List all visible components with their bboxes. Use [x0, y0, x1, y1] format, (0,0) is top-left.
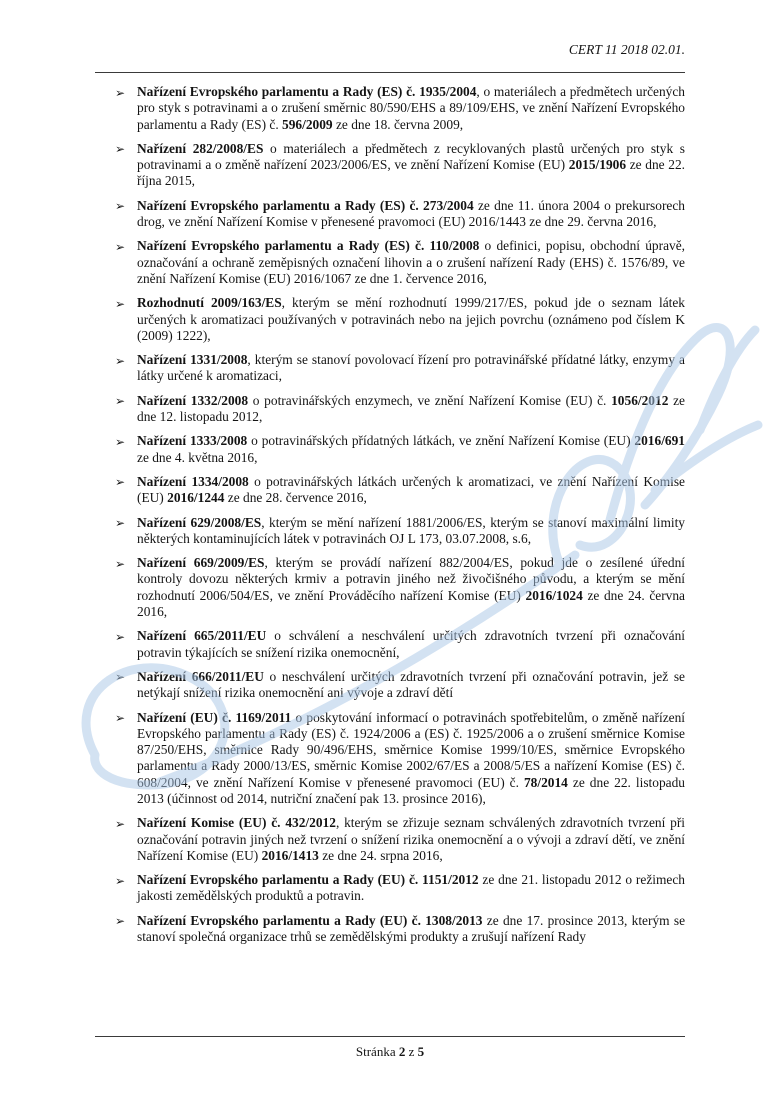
arrow-bullet-icon: ➢ — [115, 629, 126, 644]
arrow-bullet-icon: ➢ — [115, 816, 126, 831]
list-item — [95, 474, 685, 507]
list-item-text: Nařízení 665/2011/EU o schválení a neschválení určitých zdravotních tvrzení při označování potravin týkajících se snížení rizika onemocnění, — [137, 628, 685, 660]
arrow-bullet-icon: ➢ — [115, 296, 126, 311]
list-item — [95, 555, 685, 620]
footer-current-page: 2 — [398, 1044, 406, 1059]
arrow-bullet-icon: ➢ — [115, 873, 126, 888]
arrow-bullet-icon: ➢ — [115, 670, 126, 685]
arrow-bullet-icon: ➢ — [115, 239, 126, 254]
footer-total-pages: 5 — [417, 1044, 425, 1059]
document-content — [95, 42, 685, 945]
arrow-bullet-icon: ➢ — [115, 394, 126, 409]
list-item-text: Nařízení (EU) č. 1169/2011 o poskytování informací o potravinách spotřebitelům, o změně nařízení Evropského parlamentu a Rady (ES) č. 1924/2006 a (ES) č. 1925/2006 a o zrušení směrnice Komise 87/250/EHS, směrnice Rady 90/496/EHS, směrnice Komise 1999/10/ES, směrnice Evropského parlamentu a Rady 2000/13/ES, směrnic Komise 2002/67/ES a 2008/5/ES a nařízení Komise (ES) č. 608/2004, ve znění Nařízení Komise v přenesené pravomoci (EU) č. 78/2014 ze dne 22. listopadu 2013 (účinnost od 2014, nutriční značení pak 13. prosince 2016), — [137, 709, 685, 806]
list-item — [95, 352, 685, 385]
document-header — [95, 42, 685, 58]
list-item-text: Nařízení 629/2008/ES, kterým se mění nařízení 1881/2006/ES, kterým se stanoví maximální limity některých kontaminujících látek v potravinách OJ L 173, 03.07.2008, s.6, — [137, 514, 685, 546]
arrow-bullet-icon: ➢ — [115, 199, 126, 214]
list-item-text: Nařízení 669/2009/ES, kterým se provádí nařízení 882/2004/ES, pokud jde o zesílené úřední kontroly dovozu některých krmiv a potravin jiného než živočišného původu, a kterým se mění rozhodnutí 2006/504/ES, ve znění Prováděcího nařízení Komise (EU) 2016/1024 ze dne 24. června 2016, — [137, 555, 685, 620]
arrow-bullet-icon: ➢ — [115, 142, 126, 157]
list-item — [95, 669, 685, 702]
list-item — [95, 198, 685, 231]
list-item — [95, 815, 685, 864]
footer-separator: z — [405, 1044, 418, 1059]
list-item — [95, 515, 685, 548]
arrow-bullet-icon: ➢ — [115, 914, 126, 929]
arrow-bullet-icon: ➢ — [115, 516, 126, 531]
list-item-text: Nařízení Evropského parlamentu a Rady (EU) č. 1308/2013 ze dne 17. prosince 2013, kterým se stanoví společná organizace trhů se zemědělskými produkty a zrušují nařízení Rady — [137, 912, 686, 945]
arrow-bullet-icon: ➢ — [115, 556, 126, 571]
header-divider — [95, 72, 685, 73]
list-item — [95, 913, 685, 946]
regulation-list — [95, 84, 685, 945]
arrow-bullet-icon: ➢ — [115, 85, 126, 100]
list-item — [95, 710, 685, 808]
list-item-text: Nařízení 282/2008/ES o materiálech a předmětech z recyklovaných plastů určených pro styk s potravinami a o změně nařízení 2023/2006/ES, ve znění Nařízení Komise (EU) 2015/1906 ze dne 22. října 2015, — [137, 140, 685, 189]
list-item — [95, 84, 685, 133]
list-item-text: Nařízení 1333/2008 o potravinářských přídatných látkách, ve znění Nařízení Komise (EU) 2016/691 ze dne 4. května 2016, — [137, 433, 685, 465]
list-item-text: Nařízení Evropského parlamentu a Rady (ES) č. 1935/2004, o materiálech a předmětech určených pro styk s potravinami a o zrušení směrnic 80/590/EHS a 89/109/EHS, ve znění Nařízení Evropského parlamentu a Rady (ES) č. 596/2009 ze dne 18. června 2009, — [137, 84, 685, 132]
page-number-text — [95, 1044, 685, 1060]
arrow-bullet-icon: ➢ — [115, 353, 126, 368]
list-item — [95, 393, 685, 426]
list-item — [95, 433, 685, 466]
list-item — [95, 872, 685, 905]
list-item-text: Nařízení 1331/2008, kterým se stanoví povolovací řízení pro potravinářské přídatné látky, enzymy a látky určené k aromatizaci, — [137, 352, 685, 384]
footer-divider — [95, 1036, 685, 1037]
arrow-bullet-icon: ➢ — [115, 711, 126, 725]
list-item-text: Nařízení Evropského parlamentu a Rady (EU) č. 1151/2012 ze dne 21. listopadu 2012 o režimech jakosti zemědělských produktů a potravin. — [137, 872, 685, 904]
list-item-text: Nařízení Komise (EU) č. 432/2012, kterým se zřizuje seznam schválených zdravotních tvrzení při označování potravin jiných než tvrzení o snížení rizika onemocnění a o vývoji a zdraví dětí, ve znění Nařízení Komise (EU) 2016/1413 ze dne 24. srpna 2016, — [137, 815, 686, 863]
page-footer — [95, 1036, 685, 1060]
footer-label: Stránka — [355, 1044, 399, 1059]
arrow-bullet-icon: ➢ — [115, 475, 126, 490]
header-reference-text: CERT 11 2018 02.01. — [568, 42, 685, 57]
list-item-text: Rozhodnutí 2009/163/ES, kterým se mění rozhodnutí 1999/217/ES, pokud jde o seznam látek určených k aromatizaci používaných v potravinách nebo na jejich povrchu (oznámeno pod číslem K (2009) 1222), — [137, 295, 685, 343]
list-item — [95, 238, 685, 287]
list-item-text: Nařízení Evropského parlamentu a Rady (ES) č. 273/2004 ze dne 11. února 2004 o prekursorech drog, ve znění Nařízení Komise v přenesené pravomoci (EU) 2016/1443 ze dne 29. června 2016, — [137, 197, 685, 230]
list-item — [95, 295, 685, 344]
list-item-text: Nařízení 1334/2008 o potravinářských látkách určených k aromatizaci, ve znění Nařízení Komise (EU) 2016/1244 ze dne 28. července 2016, — [137, 473, 685, 506]
list-item-text: Nařízení 666/2011/EU o neschválení určitých zdravotních tvrzení při označování potravin, jež se netýkají snížení rizika onemocnění ani vývoje a zdraví dětí — [137, 668, 685, 701]
list-item — [95, 141, 685, 190]
list-item-text: Nařízení 1332/2008 o potravinářských enzymech, ve znění Nařízení Komise (EU) č. 1056/2012 ze dne 12. listopadu 2012, — [137, 392, 685, 425]
list-item-text: Nařízení Evropského parlamentu a Rady (ES) č. 110/2008 o definici, popisu, obchodní úpravě, označování a ochraně zeměpisných označení lihovin a o zrušení nařízení Rady (EHS) č. 1576/89, ve znění Nařízení Komise (EU) 2016/1067 ze dne 1. července 2016, — [137, 238, 685, 286]
arrow-bullet-icon: ➢ — [115, 434, 126, 449]
list-item — [95, 628, 685, 661]
